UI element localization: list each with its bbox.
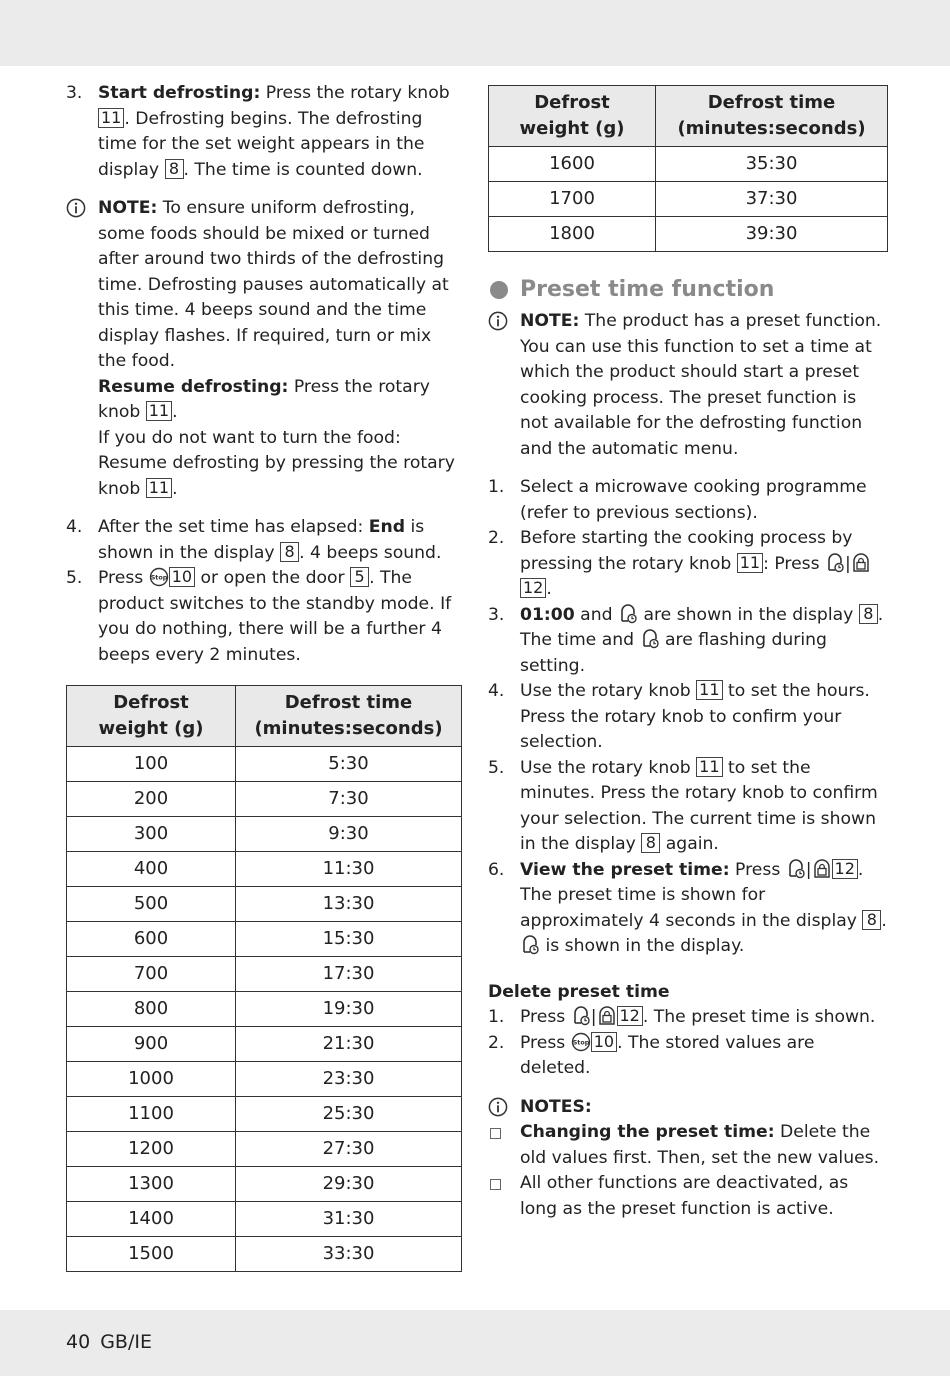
page-region: GB/IE: [100, 1331, 152, 1353]
stop-button-icon: [571, 1032, 591, 1052]
resume-defrosting-lead: Resume defrosting:: [98, 376, 289, 397]
table-row: [67, 1062, 462, 1097]
cell-weight: 200: [67, 782, 236, 817]
preset-step-2: 2. Before starting the cooking process by pressing the rotary knob 11 : Press |12 .: [488, 526, 888, 603]
column-header-weight: Defrost weight (g): [489, 86, 656, 147]
child-lock-icon: [851, 553, 871, 573]
table-row: [67, 992, 462, 1027]
table-row: [67, 1097, 462, 1132]
preset-clock-icon: [520, 935, 540, 955]
cell-weight: 300: [67, 817, 236, 852]
defrost-table-left: [66, 685, 462, 1272]
cell-time: 17:30: [236, 957, 462, 992]
ref-box: 8: [862, 910, 881, 930]
cell-time: 23:30: [236, 1062, 462, 1097]
cell-time: 7:30: [236, 782, 462, 817]
cell-time: 11:30: [236, 852, 462, 887]
step-5-standby: 5. Press 10 or open the door 5 . The product switches to the standby mode. If you do nothing, there will be a further 4 beeps every 2 minutes.: [66, 567, 452, 665]
ref-box: 8: [859, 604, 878, 624]
cell-time: 5:30: [236, 747, 462, 782]
cell-time: 15:30: [236, 922, 462, 957]
preset-step-4: 4. Use the rotary knob 11 to set the hours. Press the rotary knob to confirm your selection.: [488, 680, 870, 752]
preset-clock-icon: [825, 553, 845, 573]
cell-weight: 1200: [67, 1132, 236, 1167]
cell-time: 19:30: [236, 992, 462, 1027]
cell-weight: 500: [67, 887, 236, 922]
ref-box: 11: [146, 478, 172, 498]
column-header-time: Defrost time (minutes:seconds): [236, 686, 462, 747]
cell-time: 9:30: [236, 817, 462, 852]
right-column: [488, 85, 888, 1222]
ref-box: 8: [165, 159, 184, 179]
cell-time: 33:30: [236, 1237, 462, 1272]
cell-weight: 400: [67, 852, 236, 887]
ref-box: 12: [520, 578, 546, 598]
ref-box: 12: [617, 1006, 643, 1026]
preset-step-3: 3. 01:00 and are shown in the display 8 . The time and are flashing during setting.: [488, 603, 884, 676]
ref-box: 10: [591, 1032, 617, 1052]
checkbox-bullet-icon: [490, 1179, 501, 1190]
cell-weight: 1700: [489, 182, 656, 217]
ref-box: 8: [641, 833, 660, 853]
cell-weight: 1300: [67, 1167, 236, 1202]
table-header-row: [489, 86, 888, 147]
cell-weight: 1500: [67, 1237, 236, 1272]
table-row: [67, 852, 462, 887]
cell-time: 21:30: [236, 1027, 462, 1062]
bullet-dot-icon: [490, 281, 508, 299]
preset-clock-icon: [618, 604, 638, 624]
ref-box: 10: [169, 567, 195, 587]
defrost-table-right: [488, 85, 888, 252]
cell-weight: 1800: [489, 217, 656, 252]
delete-step-1: 1. Press | 12 . The preset time is shown.: [488, 1006, 876, 1027]
table-row: [67, 922, 462, 957]
table-row: [67, 1167, 462, 1202]
cell-time: 31:30: [236, 1202, 462, 1237]
checkbox-bullet-icon: [490, 1128, 501, 1139]
page-number: 40: [66, 1331, 91, 1353]
table-row: [489, 217, 888, 252]
cell-time: 39:30: [656, 217, 888, 252]
table-row: [67, 1202, 462, 1237]
notes-item-deactivated: All other functions are deactivated, as long as the preset function is active.: [488, 1171, 888, 1222]
step-lead: Start defrosting:: [98, 83, 261, 103]
notes-heading: NOTES:: [488, 1095, 888, 1121]
ref-box: 11: [98, 108, 124, 128]
cell-weight: 1600: [489, 147, 656, 182]
table-row: [489, 147, 888, 182]
step-3-start-defrosting: 3. Start defrosting: Press the rotary knob 11 . Defrosting begins. The defrosting time for the set weight appears in the display 8 . The time is counted down.: [66, 83, 450, 180]
ref-box: 11: [737, 553, 763, 573]
cell-time: 29:30: [236, 1167, 462, 1202]
child-lock-icon: [812, 859, 832, 879]
cell-time: 25:30: [236, 1097, 462, 1132]
table-row: [67, 887, 462, 922]
table-row: [67, 747, 462, 782]
preset-note: NOTE: The product has a preset function. You can use this function to set a time at which the product should start a preset cooking process. The preset function is not available for the defrosting function and the automatic menu.: [488, 309, 888, 462]
delete-step-2: 2. Press 10 . The stored values are deleted.: [488, 1031, 815, 1078]
column-header-time: Defrost time (minutes:seconds): [656, 86, 888, 147]
preset-clock-icon: [640, 629, 660, 649]
ref-box: 8: [280, 542, 299, 562]
info-icon: [66, 198, 86, 218]
left-column: [66, 80, 462, 1272]
preset-step-5: 5. Use the rotary knob 11 to set the minutes. Press the rotary knob to confirm your selection. The current time is shown in the display 8 again.: [488, 756, 878, 854]
ref-box: 12: [832, 859, 858, 879]
preset-step-6: 6. View the preset time: Press | 12 . The preset time is shown for approximately 4 seconds in the display 8 . is shown in the display.: [488, 858, 887, 956]
preset-clock-icon: [571, 1006, 591, 1026]
step-4-end: 4. After the set time has elapsed: End is shown in the display 8 . 4 beeps sound.: [66, 517, 442, 563]
table-row: [67, 1132, 462, 1167]
table-header-row: [67, 686, 462, 747]
ref-box: 11: [146, 401, 172, 421]
defrost-note: NOTE: To ensure uniform defrosting, some foods should be mixed or turned after around two thirds of the defrosting time. Defrosting pauses automatically at this time. 4 beeps sound and the time display flashes. If required, turn or mix the food. Resume defrosting: Press the rotary knob 11 . If you do not want to turn the food: Resume defrosting by pressing the rotary knob 11 .: [66, 196, 462, 502]
table-row: [67, 817, 462, 852]
cell-weight: 100: [67, 747, 236, 782]
table-row: [67, 1027, 462, 1062]
section-title-preset: Preset time function: [488, 275, 888, 305]
info-icon: [488, 1097, 508, 1117]
preset-clock-icon: [786, 859, 806, 879]
cell-weight: 1000: [67, 1062, 236, 1097]
step-number: 3.: [66, 83, 83, 103]
cell-weight: 700: [67, 957, 236, 992]
cell-time: 35:30: [656, 147, 888, 182]
table-row: [489, 182, 888, 217]
notes-item-changing: Changing the preset time: Delete the old values first. Then, set the new values.: [488, 1120, 888, 1171]
cell-weight: 1400: [67, 1202, 236, 1237]
column-header-weight: Defrost weight (g): [67, 686, 236, 747]
cell-time: 13:30: [236, 887, 462, 922]
cell-time: 27:30: [236, 1132, 462, 1167]
preset-step-1: 1. Select a microwave cooking programme (refer to previous sections).: [488, 477, 867, 523]
cell-weight: 1100: [67, 1097, 236, 1132]
stop-button-icon: [149, 567, 169, 587]
delete-preset-heading: Delete preset time: [488, 981, 670, 1002]
cell-weight: 800: [67, 992, 236, 1027]
info-icon: [488, 311, 508, 331]
cell-weight: 600: [67, 922, 236, 957]
preset-steps: [488, 475, 888, 960]
ref-box: 11: [696, 680, 722, 700]
header-bar: [0, 0, 950, 66]
cell-weight: 900: [67, 1027, 236, 1062]
page-footer: [66, 1330, 162, 1356]
ref-box: 5: [350, 567, 369, 587]
cell-time: 37:30: [656, 182, 888, 217]
table-row: [67, 782, 462, 817]
table-row: [67, 957, 462, 992]
table-row: [67, 1237, 462, 1272]
ref-box: 11: [696, 757, 722, 777]
child-lock-icon: [597, 1006, 617, 1026]
